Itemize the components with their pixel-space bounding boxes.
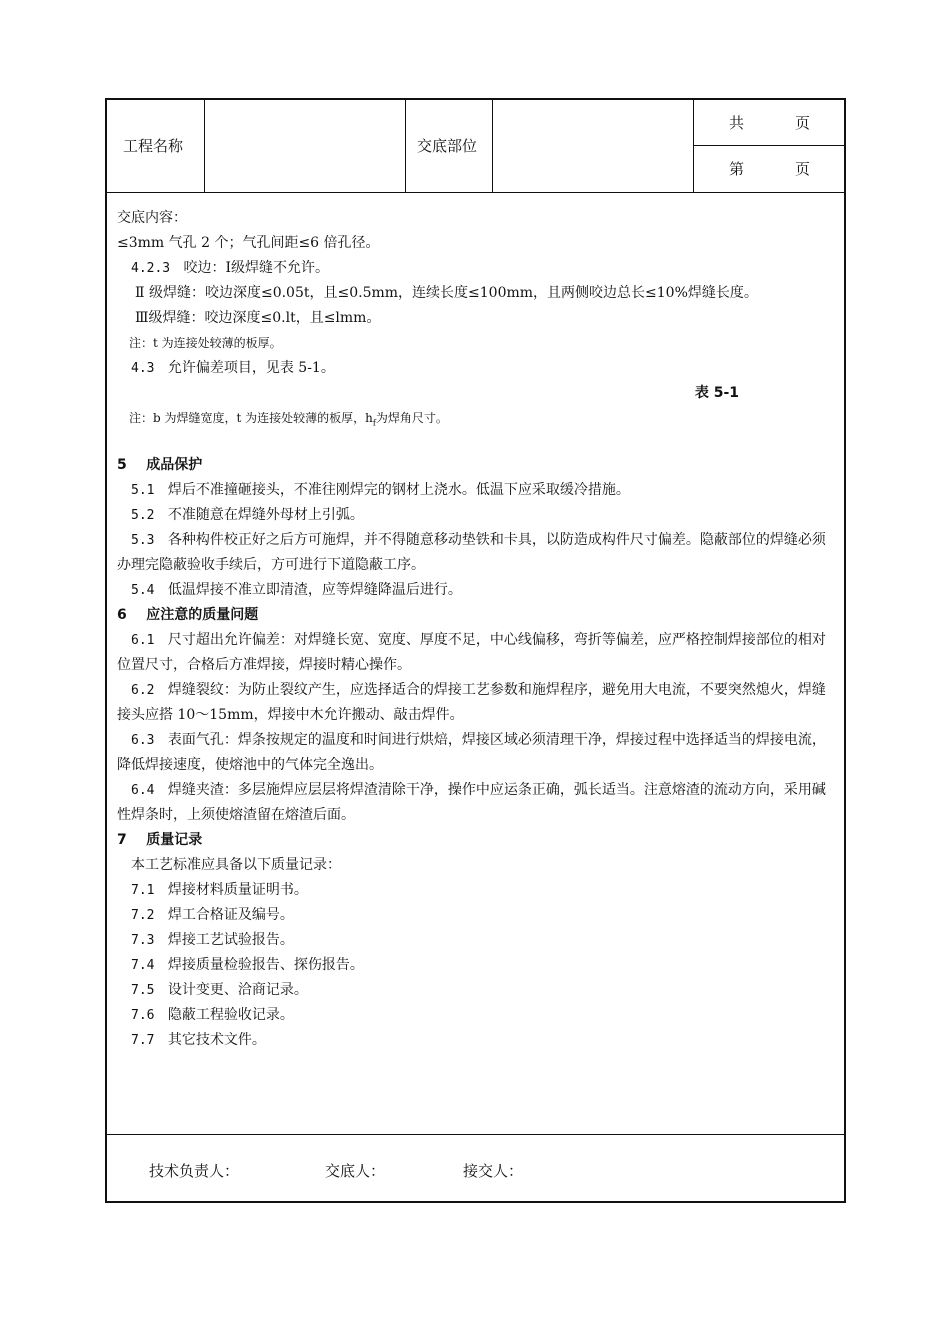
content-line: ≤3mm 气孔 2 个；气孔间距≤6 倍孔径。 — [117, 235, 380, 251]
section-number: 6 — [117, 607, 127, 623]
item-number: 5.4 — [131, 583, 155, 598]
content-line: Ⅲ级焊缝：咬边深度≤0.lt，且≤lmm。 — [135, 310, 381, 326]
clause-text: 咬边：Ⅰ级焊缝不允许。 — [183, 260, 330, 276]
item-text: 焊缝夹渣：多层施焊应层层将焊渣清除干净，操作中应运条正确，弧长适当。注意熔渣的流动方向，采用碱性焊条时，上须使熔渣留在熔渣后面。 — [117, 782, 826, 823]
list-item — [117, 1028, 839, 1053]
item-number: 6.4 — [131, 783, 155, 798]
list-item — [117, 578, 839, 603]
total-pages-suffix: 页 — [795, 114, 811, 132]
project-name-label: 工程名称 — [123, 137, 184, 155]
clause-number: 4.2.3 — [131, 261, 171, 276]
tech-lead-label: 技术负责人： — [149, 1162, 240, 1180]
current-page-prefix: 第 — [729, 160, 745, 178]
item-number: 5.2 — [131, 508, 155, 523]
total-pages-prefix: 共 — [729, 114, 745, 132]
item-number: 6.2 — [131, 683, 155, 698]
item-number: 7.6 — [131, 1008, 155, 1023]
project-name-value[interactable] — [207, 136, 402, 156]
divider — [492, 100, 493, 192]
list-item — [117, 1003, 839, 1028]
item-number: 7.1 — [131, 883, 155, 898]
list-item — [117, 728, 839, 778]
content-line — [117, 256, 839, 281]
content-line — [117, 356, 839, 381]
table-note-text: 为焊角尺寸。 — [375, 411, 448, 425]
list-item — [117, 953, 839, 978]
item-text: 其它技术文件。 — [167, 1032, 266, 1048]
list-item — [117, 503, 839, 528]
list-item — [117, 678, 839, 728]
section-title: 应注意的质量问题 — [146, 607, 259, 623]
item-text: 焊后不准撞砸接头，不准往刚焊完的钢材上浇水。低温下应采取缓冷措施。 — [167, 482, 630, 498]
item-text: 不准随意在焊缝外母材上引弧。 — [167, 507, 364, 523]
divider — [107, 1134, 846, 1135]
list-item — [117, 478, 839, 503]
item-text: 表面气孔：焊条按规定的温度和时间进行烘焙，焊接区域必须清理干净，焊接过程中选择适当的焊接电流，降低焊接速度，使熔池中的气体完全逸出。 — [117, 732, 826, 773]
section-heading — [117, 603, 839, 628]
divider — [107, 192, 846, 193]
item-number: 5.1 — [131, 483, 155, 498]
item-text: 焊工合格证及编号。 — [167, 907, 294, 923]
section-title: 质量记录 — [146, 832, 203, 848]
section-number: 7 — [117, 832, 127, 848]
item-text: 焊缝裂纹：为防止裂纹产生，应选择适合的焊接工艺参数和施焊程序，避免用大电流，不要突然熄火，焊缝接头应搭 10～15mm，焊接中木允许搬动、敲击焊件。 — [117, 682, 826, 723]
item-text: 隐蔽工程验收记录。 — [167, 1007, 294, 1023]
list-item — [117, 978, 839, 1003]
item-text: 各种构件校正好之后方可施焊，并不得随意移动垫铁和卡具，以防造成构件尺寸偏差。隐蔽部位的焊缝必须办理完隐蔽验收手续后，方可进行下道隐蔽工序。 — [117, 532, 826, 573]
handover-by-label: 交底人： — [325, 1162, 386, 1180]
item-text: 焊接工艺试验报告。 — [167, 932, 294, 948]
table-note-text: 注：b 为焊缝宽度，t 为连接处较薄的板厚，h — [129, 411, 373, 425]
signature-row — [149, 1160, 523, 1181]
item-text: 焊接质量检验报告、探伤报告。 — [167, 957, 364, 973]
section-intro: 本工艺标准应具备以下质量记录： — [131, 857, 341, 873]
handover-location-value[interactable] — [497, 136, 689, 156]
handover-content — [117, 206, 839, 1053]
item-number: 7.4 — [131, 958, 155, 973]
item-number: 7.2 — [131, 908, 155, 923]
table-note — [117, 406, 839, 431]
item-number: 7.3 — [131, 933, 155, 948]
section-heading — [117, 453, 839, 478]
list-item — [117, 928, 839, 953]
note-line: 注：t 为连接处较薄的板厚。 — [129, 336, 282, 350]
item-text: 焊接材料质量证明书。 — [167, 882, 308, 898]
divider — [693, 100, 694, 192]
content-line: Ⅱ 级焊缝：咬边深度≤0.05t，且≤0.5mm，连续长度≤100mm，且两侧咬边总长≤10%焊缝长度。 — [135, 285, 758, 301]
section-title: 成品保护 — [146, 457, 203, 473]
handover-location-label: 交底部位 — [417, 137, 478, 155]
handover-form — [105, 98, 846, 1203]
list-item — [117, 528, 839, 578]
section-heading — [117, 828, 839, 853]
item-text: 低温焊接不准立即清渣，应等焊缝降温后进行。 — [167, 582, 462, 598]
table-caption: 表 5-1 — [694, 385, 739, 401]
item-number: 7.7 — [131, 1033, 155, 1048]
item-text: 尺寸超出允许偏差：对焊缝长宽、宽度、厚度不足，中心线偏移，弯折等偏差，应严格控制焊接部位的相对位置尺寸，合格后方准焊接，焊接时精心操作。 — [117, 632, 826, 673]
section-number: 5 — [117, 457, 127, 473]
divider — [405, 100, 406, 192]
item-number: 5.3 — [131, 533, 155, 548]
item-number: 6.3 — [131, 733, 155, 748]
table-note-subscript: f — [372, 418, 376, 428]
clause-number: 4.3 — [131, 361, 155, 376]
item-number: 6.1 — [131, 633, 155, 648]
list-item — [117, 878, 839, 903]
intro-label: 交底内容： — [117, 210, 187, 226]
current-page-suffix: 页 — [795, 160, 811, 178]
item-text: 设计变更、洽商记录。 — [167, 982, 308, 998]
spacer — [117, 431, 839, 453]
divider — [204, 100, 205, 192]
list-item — [117, 903, 839, 928]
clause-text: 允许偏差项目，见表 5-1。 — [167, 360, 335, 376]
item-number: 7.5 — [131, 983, 155, 998]
receiver-label: 接交人： — [463, 1162, 524, 1180]
list-item — [117, 628, 839, 678]
divider — [693, 145, 846, 146]
list-item — [117, 778, 839, 828]
